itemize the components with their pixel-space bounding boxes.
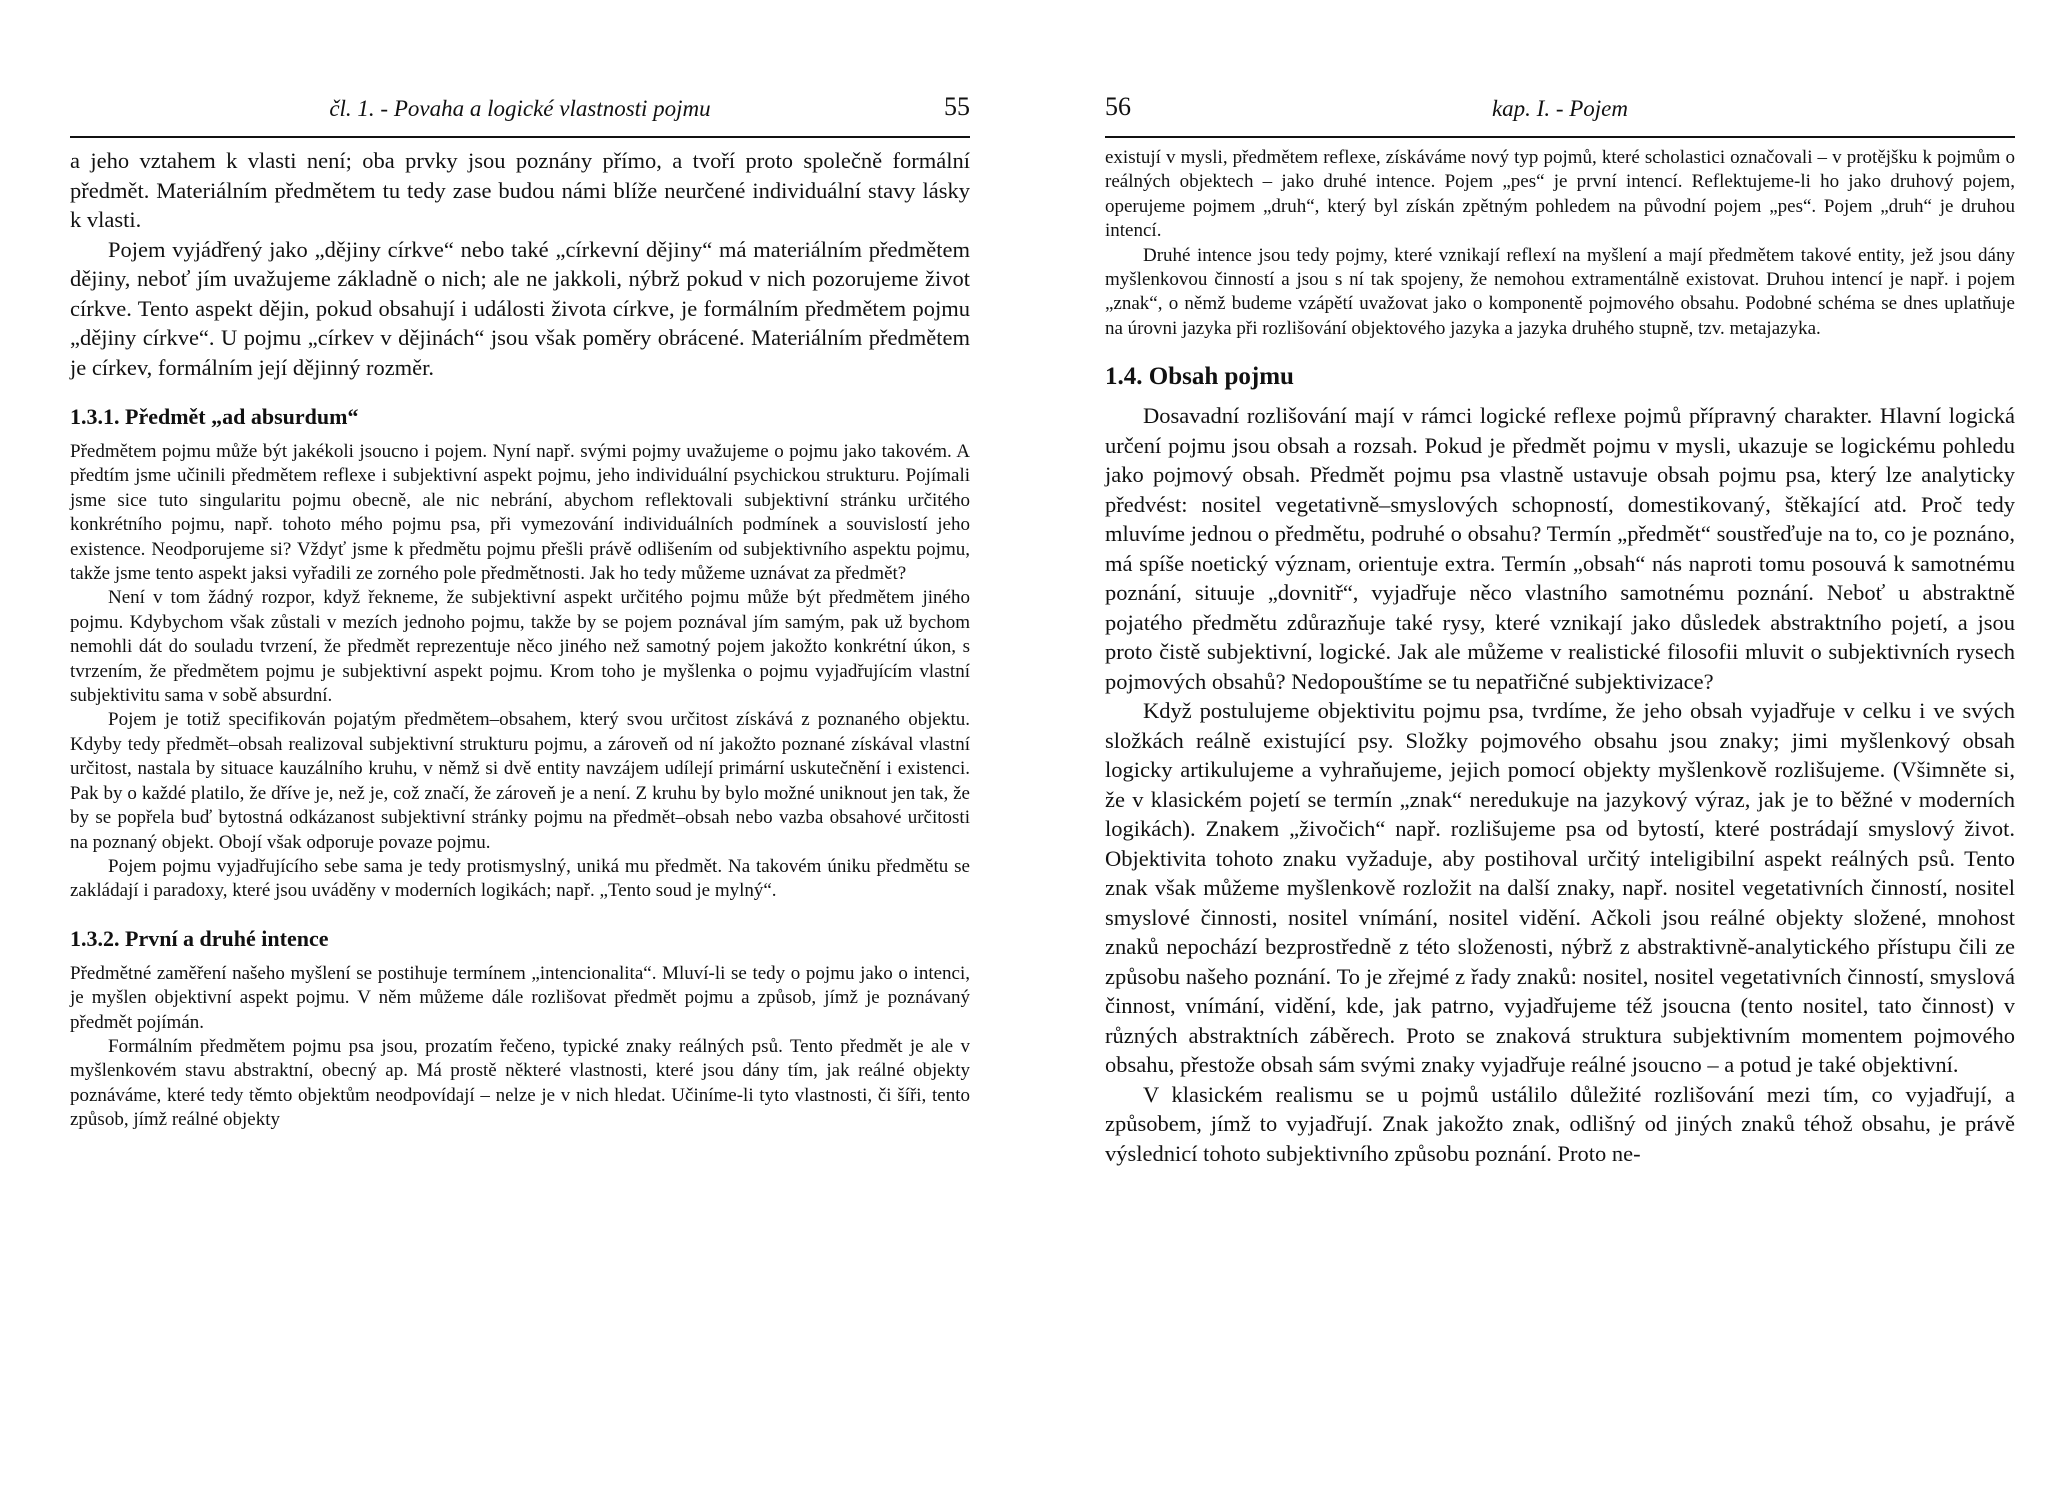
right-page-body [1105,146,2015,1168]
paragraph: Pojem pojmu vyjadřujícího sebe sama je tedy protismyslný, uniká mu předmět. Na takovém úniku předmětu se zakládají i paradoxy, které jsou uváděny v moderních logikách; např. „Tento soud je mylný“. [70,855,970,902]
left-header-rule [70,136,970,138]
section-heading-1-4: 1.4. Obsah pojmu [1105,363,1294,391]
paragraph: Formálním předmětem pojmu psa jsou, prozatím řečeno, typické znaky reálných psů. Tento předmět je ale v myšlenkovém stavu abstraktní, obecný ap. Má prostě některé vlastnosti, které jsou dány tím, jak reálné objekty poznáváme, které tedy těmto objektům neodpovídají – nelze je v nich hledat. Učiníme-li tyto vlastnosti, či šíři, tento způsob, jímž reálné objekty [70,1035,970,1131]
section-heading-1-3-2: 1.3.2. První a druhé intence [70,925,329,951]
paragraph: Druhé intence jsou tedy pojmy, které vznikají reflexí na myšlení a mají předmětem takové entity, jež jsou dány myšlenkovou činností a jsou s ní tak spojeny, že nemohou extramentálně existovat. Druhou intencí je např. i pojem „znak“, o němž budeme vzápětí uvažovat jako o komponentě pojmového obsahu. Podobné schéma se dnes uplatňuje na úrovni jazyka při rozlišování objektového jazyka a jazyka druhého stupně, tzv. metajazyka. [1105,244,2015,339]
right-running-header [1105,92,2015,136]
left-page-body [70,146,970,1133]
section-heading-1-3-1: 1.3.1. Předmět „ad absurdum“ [70,404,359,429]
paragraph: a jeho vztahem k vlasti není; oba prvky jsou poznány přímo, a tvoří proto společně formální předmět. Materiálním předmětem tu tedy zase budou námi blíže neurčené individuální stavy lásky k vlasti. [70,148,970,232]
paragraph: V klasickém realismu se u pojmů ustálilo důležité rozlišování mezi tím, co vyjadřují, a způsobem, jímž to vyjadřují. Znak jakožto znak, odlišný od jiných znaků téhož obsahu, je právě výslednicí tohoto subjektivního způsobu poznání. Proto ne- [1105,1081,2015,1166]
paragraph: Pojem je totiž specifikován pojatým předmětem–obsahem, který svou určitost získává z poznaného objektu. Kdyby tedy předmět–obsah realizoval subjektivní strukturu pojmu, a zároveň od ní jakožto poznané získával vlastní určitost, nastala by situace kauzálního kruhu, v němž si dvě entity navzájem udílejí primární uskutečnění i existenci. Pak by o každé platilo, že dříve je, než je, což značí, že zároveň je a není. Z kruhu by bylo možné uniknout jen tak, že by se popřela buď bytostná odkázanost subjektivní stránky pojmu na předmět–obsah nebo vazba obsahové určitosti na poznaný objekt. Obojí však odporuje povaze pojmu. [70,709,970,853]
paragraph: Když postulujeme objektivitu pojmu psa, tvrdíme, že jeho obsah vyjadřuje v celku i ve svých složkách reálně existující psy. Složky pojmového obsahu jsou znaky; jimi myšlenkový obsah logicky artikulujeme a vyhraňujeme, jejich pomocí objekty myšlenkově rozlišujeme. (Všimněte si, že v klasickém pojetí se termín „znak“ neredukuje na jazykový výraz, jak je to běžné v moderních logikách). Znakem „živočich“ např. rozlišujeme psa od bytostí, které postrádají smyslový život. Objektivita tohoto znaku vyžaduje, aby postihoval určitý inteligibilní aspekt reálných psů. Tento znak však můžeme myšlenkově rozložit na další znaky, např. nositel vegetativních činností, nositel smyslové činnosti, nositel vnímání, nositel vidění. Ačkoli jsou reálné objekty složené, mnohost znaků nepochází bezprostředně z této složenosti, nýbrž z abstraktivně-analytického přístupu čili ze způsobu našeho poznání. To je zřejmé z řady znaků: nositel, nositel vegetativních činností, smyslová činnost, vnímání, vidění, kde, jak patrno, vyjadřujeme též jsoucna (tento nositel, tato činnost) v různých abstraktních záběrech. Proto se znaková struktura subjektivním momentem pojmového obsahu, přestože obsah sám svými znaky vyjadřuje reálné jsoucno – a potud je také objektivní. [1105,698,2015,1078]
paragraph: existují v mysli, předmětem reflexe, získáváme nový typ pojmů, které scholastici označovali – v protějšku k pojmům o reálných objektech – jako druhé intence. Pojem „pes“ je první intencí. Reflektujeme-li ho jako druhový pojem, operujeme pojmem „druh“, který byl získán zpětným pohledem na původní pojem „pes“. Pojem „druh“ je druhou intencí. [1105,147,2015,242]
left-page [70,0,970,1500]
right-header-title: kap. I. - Pojem [1491,96,1629,121]
right-header-rule [1105,136,2015,138]
right-page-number: 56 [1105,92,1131,121]
left-running-header [70,92,970,136]
paragraph: Dosavadní rozlišování mají v rámci logické reflexe pojmů přípravný charakter. Hlavní logická určení pojmu jsou obsah a rozsah. Pokud je předmět pojmu v mysli, ukazuje se logickému pohledu jako pojmový obsah. Předmět pojmu psa vlastně ustavuje obsah pojmu psa, který lze analyticky předvést: nositel vegetativně–smyslových schopností, domestikovaný, štěkající atd. Proč tedy mluvíme jednou o předmětu, podruhé o obsahu? Termín „předmět“ soustřeďuje na to, co je poznáno, má spíše noetický význam, orientuje extra. Termín „obsah“ nás naproti tomu posouvá k samotnému poznání, situuje „dovnitř“, vyjadřuje něco vlastního samotnému poznání. Neboť u abstraktně pojatého předmětu zdůrazňuje také rysy, které vznikají jako důsledek abstraktního pojetí, a jsou proto čistě subjektivní, logické. Jak ale můžeme v realistické filosofii mluvit o subjektivních rysech pojmových obsahů? Nedopouštíme se tu nepatřičné subjektivizace? [1105,403,2015,694]
left-header-title: čl. 1. - Povaha a logické vlastnosti pojmu [329,96,711,121]
left-page-number: 55 [944,92,970,121]
paragraph: Předmětem pojmu může být jakékoli jsoucno i pojem. Nyní např. svými pojmy uvažujeme o pojmu jako takovém. A předtím jsme učinili předmětem reflexe i subjektivní aspekt pojmu, jeho individuální psychickou strukturu. Pojímali jsme sice tuto singularitu pojmu obecně, ale nic nebrání, abychom reflektovali subjektivní stránku určitého konkrétního pojmu, např. tohoto mého pojmu psa, při vymezování individuálních podmínek a souvislostí jeho existence. Neodporujeme si? Vždyť jsme k předmětu pojmu přešli právě odlišením od subjektivního aspektu pojmu, takže jsme tento aspekt jaksi vyřadili ze zorného pole předmětnosti. Jak ho tedy můžeme uznávat za předmět? [70,441,970,585]
paragraph: Pojem vyjádřený jako „dějiny církve“ nebo také „církevní dějiny“ má materiálním předmětem dějiny, neboť jím uvažujeme základně o nich; ale ne jakkoli, nýbrž pokud v nich pozorujeme život církve. Tento aspekt dějin, pokud obsahují i události života církve, je formálním předmětem pojmu „dějiny církve“. U pojmu „církev v dějinách“ jsou však poměry obrácené. Materiálním předmětem je církev, formálním její dějinný rozměr. [70,236,970,380]
paragraph: Není v tom žádný rozpor, když řekneme, že subjektivní aspekt určitého pojmu může být předmětem jiného pojmu. Kdybychom však zůstali v mezích jednoho pojmu, takže by se pojem poznával jím samým, pak už bychom nemohli dát do souladu tvrzení, že předmět reprezentuje něco jiného než samotný pojem jakožto konkrétní úkon, s tvrzením, že předmětem pojmu je subjektivní aspekt pojmu. Krom toho je myšlenka o pojmu vyjadřujícím vlastní subjektivitu sama v sobě absurdní. [70,587,970,707]
right-page [1105,0,2015,1500]
paragraph: Předmětné zaměření našeho myšlení se postihuje termínem „intencionalita“. Mluví-li se tedy o pojmu jako o intenci, je myšlen objektivní aspekt pojmu. V něm můžeme dále rozlišovat předmět pojmu a způsob, jímž je poznávaný předmět pojímán. [70,962,970,1033]
